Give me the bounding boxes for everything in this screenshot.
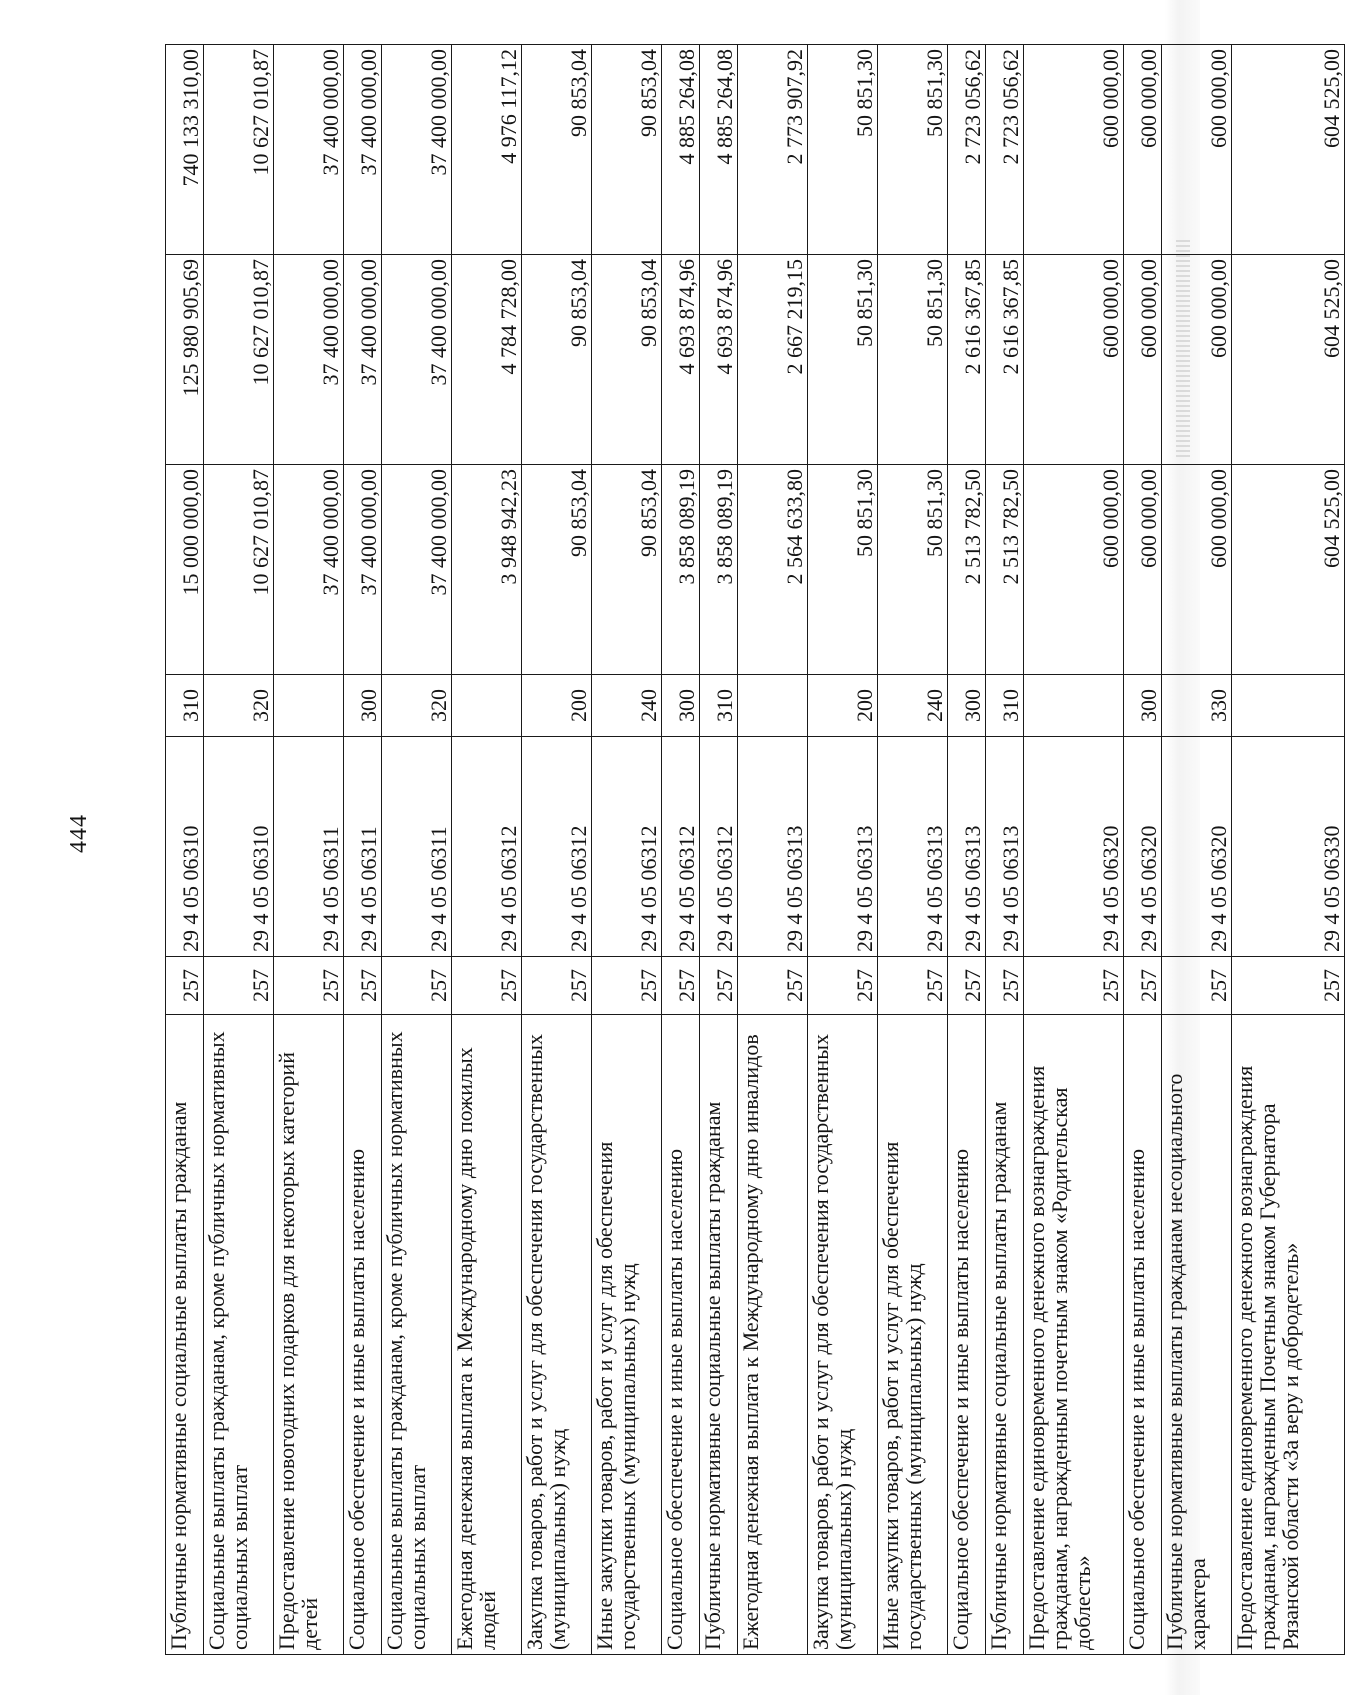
row-amount-3-cell: 600 000,00 — [1162, 45, 1232, 255]
row-amount-1-cell: 50 851,30 — [878, 465, 948, 675]
row-amount-3-cell: 37 400 000,00 — [274, 45, 344, 255]
row-amount-1-cell: 600 000,00 — [1024, 465, 1124, 675]
row-gr-cell: 257 — [986, 957, 1024, 1015]
table-row — [986, 45, 1024, 1655]
row-gr-cell: 257 — [1162, 957, 1232, 1015]
row-name-cell: Социальное обеспечение и иные выплаты населению — [1124, 1015, 1162, 1655]
table-row — [1232, 45, 1345, 1655]
row-gr-cell: 257 — [1124, 957, 1162, 1015]
row-amount-1-cell: 2 513 782,50 — [948, 465, 986, 675]
row-vr-cell: 330 — [1162, 675, 1232, 737]
row-csr-cell: 29 4 05 06313 — [808, 737, 878, 957]
row-name-cell: Предоставление единовременного денежного вознаграждения гражданам, награжденным Почетным знаком Губернатора Рязанской области «За веру и добродетель» — [1232, 1015, 1345, 1655]
table-row — [452, 45, 522, 1655]
table-row — [204, 45, 274, 1655]
row-amount-3-cell: 600 000,00 — [1024, 45, 1124, 255]
row-gr-cell: 257 — [274, 957, 344, 1015]
budget-table — [165, 44, 1345, 1655]
row-amount-3-cell: 10 627 010,87 — [204, 45, 274, 255]
row-amount-1-cell: 37 400 000,00 — [382, 465, 452, 675]
page-number: 444 — [66, 814, 92, 853]
row-gr-cell: 257 — [948, 957, 986, 1015]
row-amount-1-cell: 3 948 942,23 — [452, 465, 522, 675]
row-vr-cell: 300 — [948, 675, 986, 737]
row-amount-1-cell: 37 400 000,00 — [274, 465, 344, 675]
row-amount-2-cell: 90 853,04 — [522, 255, 592, 465]
row-amount-1-cell: 90 853,04 — [592, 465, 662, 675]
row-gr-cell: 257 — [166, 957, 204, 1015]
row-name-cell: Предоставление единовременного денежного вознаграждения гражданам, награжденным почетным знаком «Родительская доблесть» — [1024, 1015, 1124, 1655]
row-amount-2-cell: 600 000,00 — [1162, 255, 1232, 465]
table-row — [344, 45, 382, 1655]
row-amount-3-cell: 37 400 000,00 — [382, 45, 452, 255]
row-gr-cell: 257 — [738, 957, 808, 1015]
row-amount-1-cell: 604 525,00 — [1232, 465, 1345, 675]
row-gr-cell: 257 — [700, 957, 738, 1015]
row-amount-2-cell: 37 400 000,00 — [382, 255, 452, 465]
row-csr-cell: 29 4 05 06330 — [1232, 737, 1345, 957]
row-name-cell: Закупка товаров, работ и услуг для обеспечения государственных (муниципальных) нужд — [522, 1015, 592, 1655]
row-name-cell: Социальные выплаты гражданам, кроме публичных нормативных социальных выплат — [382, 1015, 452, 1655]
row-amount-1-cell: 2 513 782,50 — [986, 465, 1024, 675]
row-vr-cell — [1232, 675, 1345, 737]
row-name-cell: Закупка товаров, работ и услуг для обеспечения государственных (муниципальных) нужд — [808, 1015, 878, 1655]
row-vr-cell: 310 — [700, 675, 738, 737]
row-gr-cell: 257 — [808, 957, 878, 1015]
row-name-cell: Публичные нормативные выплаты гражданам несоциального характера — [1162, 1015, 1232, 1655]
row-name-cell: Предоставление новогодних подарков для некоторых категорий детей — [274, 1015, 344, 1655]
row-amount-1-cell: 600 000,00 — [1124, 465, 1162, 675]
row-amount-3-cell: 37 400 000,00 — [344, 45, 382, 255]
row-name-cell: Публичные нормативные социальные выплаты гражданам — [166, 1015, 204, 1655]
row-amount-1-cell: 3 858 089,19 — [662, 465, 700, 675]
row-amount-2-cell: 4 693 874,96 — [700, 255, 738, 465]
row-amount-2-cell: 50 851,30 — [808, 255, 878, 465]
row-amount-2-cell: 50 851,30 — [878, 255, 948, 465]
row-name-cell: Социальное обеспечение и иные выплаты населению — [948, 1015, 986, 1655]
row-csr-cell: 29 4 05 06312 — [452, 737, 522, 957]
row-amount-3-cell: 50 851,30 — [808, 45, 878, 255]
row-csr-cell: 29 4 05 06313 — [878, 737, 948, 957]
row-vr-cell — [738, 675, 808, 737]
row-vr-cell: 310 — [166, 675, 204, 737]
row-csr-cell: 29 4 05 06313 — [986, 737, 1024, 957]
row-vr-cell: 240 — [592, 675, 662, 737]
row-gr-cell: 257 — [1024, 957, 1124, 1015]
row-amount-1-cell: 3 858 089,19 — [700, 465, 738, 675]
table-row — [948, 45, 986, 1655]
row-vr-cell: 300 — [344, 675, 382, 737]
row-vr-cell — [274, 675, 344, 737]
table-body — [166, 45, 1345, 1655]
row-csr-cell: 29 4 05 06312 — [662, 737, 700, 957]
row-csr-cell: 29 4 05 06310 — [204, 737, 274, 957]
row-csr-cell: 29 4 05 06312 — [522, 737, 592, 957]
row-amount-2-cell: 90 853,04 — [592, 255, 662, 465]
table-row — [274, 45, 344, 1655]
row-csr-cell: 29 4 05 06320 — [1162, 737, 1232, 957]
row-amount-2-cell: 37 400 000,00 — [344, 255, 382, 465]
row-amount-1-cell: 15 000 000,00 — [166, 465, 204, 675]
row-amount-2-cell: 2 667 219,15 — [738, 255, 808, 465]
row-csr-cell: 29 4 05 06310 — [166, 737, 204, 957]
row-amount-3-cell: 4 885 264,08 — [700, 45, 738, 255]
row-csr-cell: 29 4 05 06320 — [1124, 737, 1162, 957]
row-vr-cell: 200 — [522, 675, 592, 737]
row-gr-cell: 257 — [878, 957, 948, 1015]
row-name-cell: Публичные нормативные социальные выплаты гражданам — [986, 1015, 1024, 1655]
row-csr-cell: 29 4 05 06311 — [274, 737, 344, 957]
row-name-cell: Ежегодная денежная выплата к Международному дню инвалидов — [738, 1015, 808, 1655]
table-row — [382, 45, 452, 1655]
row-amount-3-cell: 600 000,00 — [1124, 45, 1162, 255]
row-vr-cell — [1024, 675, 1124, 737]
row-amount-2-cell: 600 000,00 — [1024, 255, 1124, 465]
row-vr-cell: 320 — [204, 675, 274, 737]
row-amount-1-cell: 10 627 010,87 — [204, 465, 274, 675]
row-amount-1-cell: 37 400 000,00 — [344, 465, 382, 675]
table-row — [1162, 45, 1232, 1655]
row-vr-cell: 320 — [382, 675, 452, 737]
row-name-cell: Публичные нормативные социальные выплаты гражданам — [700, 1015, 738, 1655]
row-gr-cell: 257 — [522, 957, 592, 1015]
row-amount-3-cell: 90 853,04 — [522, 45, 592, 255]
table-row — [166, 45, 204, 1655]
table-row — [1024, 45, 1124, 1655]
row-amount-1-cell: 2 564 633,80 — [738, 465, 808, 675]
row-csr-cell: 29 4 05 06313 — [948, 737, 986, 957]
row-gr-cell: 257 — [204, 957, 274, 1015]
table-row — [878, 45, 948, 1655]
row-amount-2-cell: 37 400 000,00 — [274, 255, 344, 465]
row-gr-cell: 257 — [1232, 957, 1345, 1015]
row-amount-3-cell: 50 851,30 — [878, 45, 948, 255]
row-csr-cell: 29 4 05 06311 — [344, 737, 382, 957]
table-row — [808, 45, 878, 1655]
table-row — [662, 45, 700, 1655]
row-vr-cell: 200 — [808, 675, 878, 737]
row-name-cell: Иные закупки товаров, работ и услуг для обеспечения государственных (муниципальных) нужд — [878, 1015, 948, 1655]
row-amount-2-cell: 4 784 728,00 — [452, 255, 522, 465]
row-vr-cell: 300 — [1124, 675, 1162, 737]
row-amount-2-cell: 2 616 367,85 — [986, 255, 1024, 465]
row-gr-cell: 257 — [344, 957, 382, 1015]
row-csr-cell: 29 4 05 06320 — [1024, 737, 1124, 957]
row-amount-2-cell: 604 525,00 — [1232, 255, 1345, 465]
row-name-cell: Иные закупки товаров, работ и услуг для обеспечения государственных (муниципальных) нужд — [592, 1015, 662, 1655]
budget-table-wrapper — [165, 45, 1344, 1655]
row-amount-3-cell: 740 133 310,00 — [166, 45, 204, 255]
row-gr-cell: 257 — [662, 957, 700, 1015]
row-csr-cell: 29 4 05 06311 — [382, 737, 452, 957]
row-name-cell: Социальные выплаты гражданам, кроме публичных нормативных социальных выплат — [204, 1015, 274, 1655]
row-name-cell: Социальное обеспечение и иные выплаты населению — [662, 1015, 700, 1655]
row-amount-2-cell: 600 000,00 — [1124, 255, 1162, 465]
table-row — [522, 45, 592, 1655]
row-amount-1-cell: 90 853,04 — [522, 465, 592, 675]
row-gr-cell: 257 — [452, 957, 522, 1015]
row-amount-2-cell: 125 980 905,69 — [166, 255, 204, 465]
row-amount-2-cell: 10 627 010,87 — [204, 255, 274, 465]
row-amount-2-cell: 4 693 874,96 — [662, 255, 700, 465]
row-vr-cell: 240 — [878, 675, 948, 737]
row-amount-3-cell: 4 976 117,12 — [452, 45, 522, 255]
row-amount-3-cell: 2 773 907,92 — [738, 45, 808, 255]
row-vr-cell: 300 — [662, 675, 700, 737]
row-csr-cell: 29 4 05 06313 — [738, 737, 808, 957]
row-csr-cell: 29 4 05 06312 — [700, 737, 738, 957]
row-amount-1-cell: 50 851,30 — [808, 465, 878, 675]
row-amount-3-cell: 2 723 056,62 — [948, 45, 986, 255]
row-csr-cell: 29 4 05 06312 — [592, 737, 662, 957]
row-amount-1-cell: 600 000,00 — [1162, 465, 1232, 675]
row-gr-cell: 257 — [382, 957, 452, 1015]
row-gr-cell: 257 — [592, 957, 662, 1015]
row-amount-3-cell: 2 723 056,62 — [986, 45, 1024, 255]
row-amount-3-cell: 4 885 264,08 — [662, 45, 700, 255]
table-row — [592, 45, 662, 1655]
row-name-cell: Ежегодная денежная выплата к Международному дню пожилых людей — [452, 1015, 522, 1655]
row-vr-cell: 310 — [986, 675, 1024, 737]
row-amount-3-cell: 90 853,04 — [592, 45, 662, 255]
row-amount-2-cell: 2 616 367,85 — [948, 255, 986, 465]
table-row — [1124, 45, 1162, 1655]
row-name-cell: Социальное обеспечение и иные выплаты населению — [344, 1015, 382, 1655]
row-amount-3-cell: 604 525,00 — [1232, 45, 1345, 255]
table-row — [738, 45, 808, 1655]
row-vr-cell — [452, 675, 522, 737]
table-row — [700, 45, 738, 1655]
